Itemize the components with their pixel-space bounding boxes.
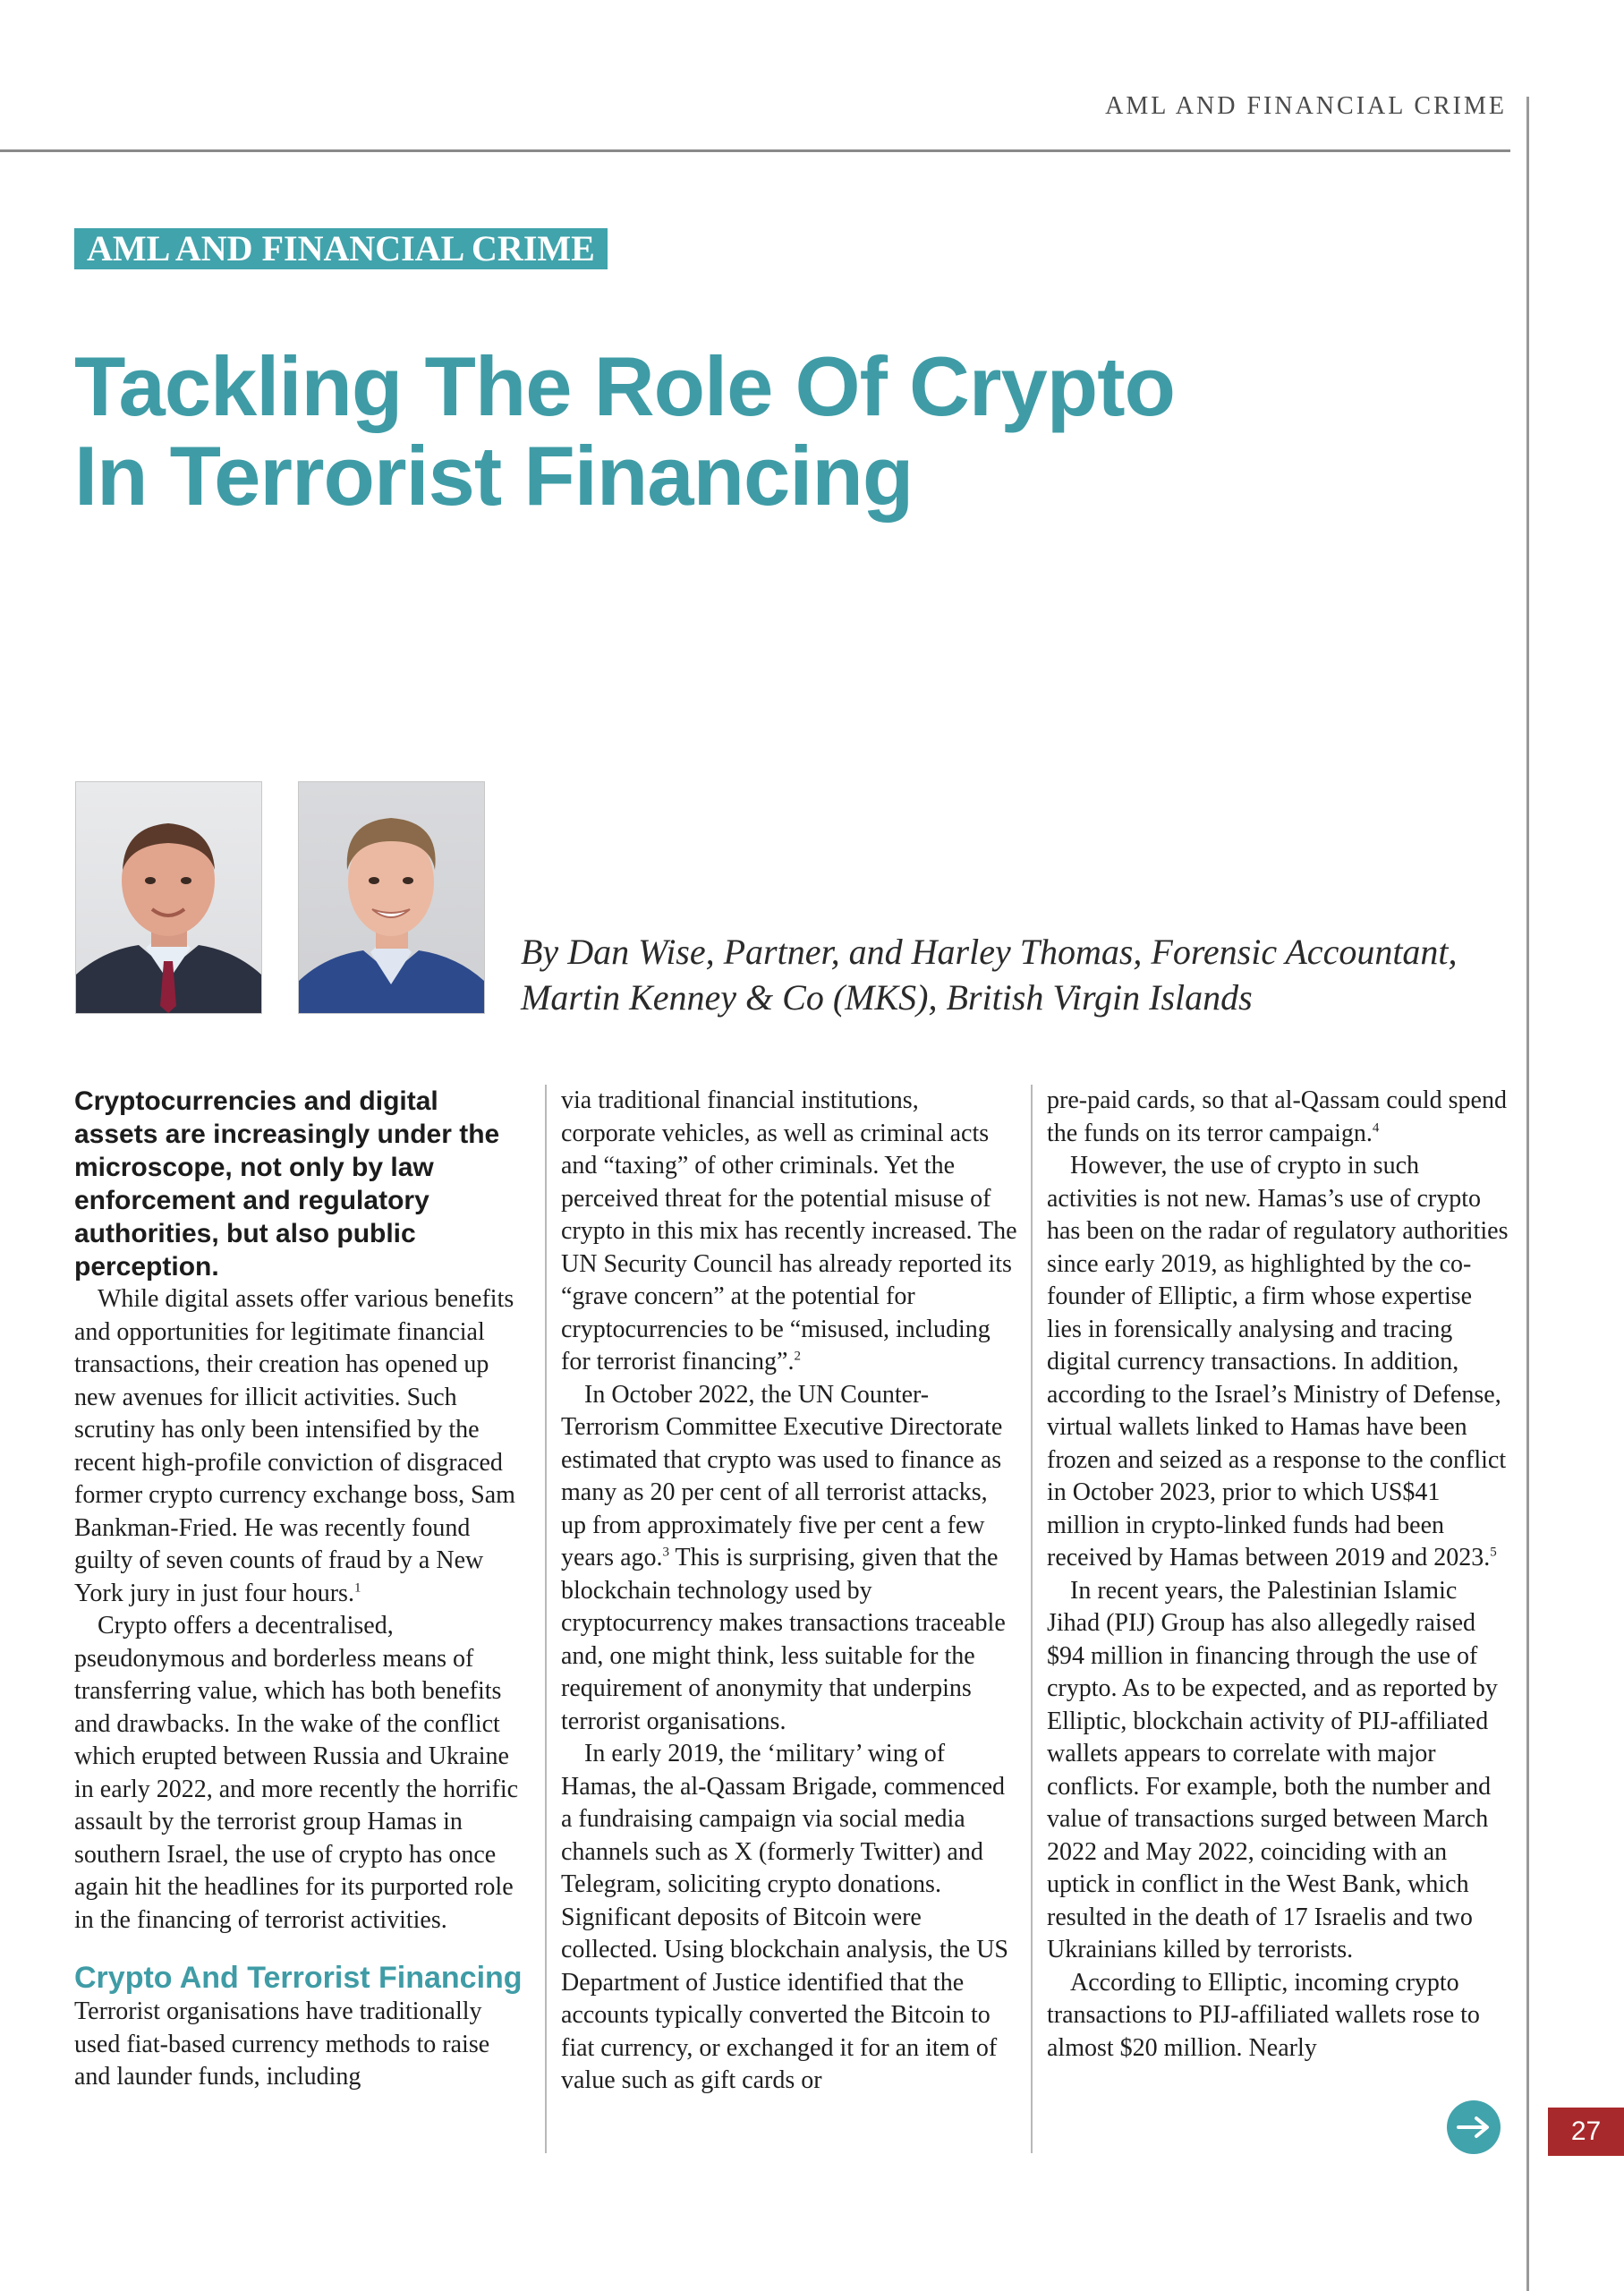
paragraph: Crypto offers a decentralised, pseudonymous and borderless means of transferring value, which has both benefits and drawbacks. In the wake of the conflict which erupted between Russia and Ukraine in early 2022, and more recently the horrific assault by the terrorist group Hamas in southern Israel, the use of crypto has once again hit the headlines for its purported role in the financing of terrorist activities.	[74, 1612, 519, 1934]
header-divider	[0, 149, 1510, 152]
footnote-ref: 4	[1372, 1120, 1380, 1136]
paragraph	[561, 1379, 1017, 1739]
article-column-2	[561, 1085, 1017, 2098]
title-line-2: In Terrorist Financing	[74, 429, 914, 523]
arrow-right-icon	[1457, 2116, 1491, 2139]
section-tag: AML AND FINANCIAL CRIME	[74, 228, 608, 269]
footnote-ref: 2	[794, 1349, 801, 1364]
page-number: 27	[1548, 2108, 1624, 2156]
paragraph	[1047, 1150, 1512, 1575]
footnote-ref: 5	[1490, 1545, 1497, 1560]
paragraph-text: pre-paid cards, so that al-Qassam could spend the funds on its terror campaign.	[1047, 1086, 1507, 1147]
title-line-1: Tackling The Role Of Crypto	[74, 339, 1175, 433]
subheading: Crypto And Terrorist Financing	[74, 1961, 523, 1995]
running-header: AML AND FINANCIAL CRIME	[1105, 92, 1507, 120]
footnote-ref: 3	[662, 1545, 670, 1560]
article-column-1	[74, 1085, 529, 2094]
paragraph-text: This is surprising, given that the blockchain technology used by cryptocurrency makes transactions traceable and, one might think, less suitable for the requirement of anonymity that underpins terrorist organisations.	[561, 1544, 1006, 1735]
paragraph	[1047, 1085, 1512, 1150]
lead-paragraph: Cryptocurrencies and digital assets are increasingly under the microscope, not only by law enforcement and regulatory authorities, but also public perception.	[74, 1086, 500, 1282]
author-photo-harley-thomas	[298, 781, 485, 1014]
column-divider	[545, 1085, 547, 2153]
paragraph: According to Elliptic, incoming crypto transactions to PIJ-affiliated wallets rose to almost $20 million. Nearly	[1047, 1968, 1480, 2062]
paragraph-text: However, the use of crypto in such activities is not new. Hamas’s use of crypto has been on the radar of regulatory authorities since early 2019, as highlighted by the co-founder of Elliptic, a firm whose expertise lies in forensically analysing and tracing digital currency transactions. In addition, according to the Israel’s Ministry of Defense, virtual wallets linked to Hamas have been frozen and seized as a response to the conflict in October 2023, prior to which US$41 million in crypto-linked funds had been received by Hamas between 2019 and 2023.	[1047, 1152, 1509, 1571]
byline	[521, 929, 1505, 1020]
paragraph	[74, 1283, 529, 1610]
paragraph: In early 2019, the ‘military’ wing of Hamas, the al-Qassam Brigade, commenced a fundraising campaign via social media channels such as X (formerly Twitter) and Telegram, soliciting crypto donations. Significant deposits of Bitcoin were collected. Using blockchain analysis, the US Department of Justice identified that the accounts typically converted the Bitcoin to fiat currency, or exchanged it for an item of value such as gift cards or	[561, 1740, 1008, 2094]
paragraph: Terrorist organisations have traditionally used fiat-based currency methods to raise and launder funds, including	[74, 1997, 490, 2091]
byline-line-2: Martin Kenney & Co (MKS), British Virgin Islands	[521, 977, 1253, 1018]
paragraph-text: via traditional financial institutions, corporate vehicles, as well as criminal acts and “taxing” of other criminals. Yet the perceived threat for the potential misuse of crypto in this mix has recently increased. The UN Security Council has already reported its “grave concern” at the potential for cryptocurrencies to be “misused, including for terrorist financing”.	[561, 1086, 1017, 1375]
paragraph: In recent years, the Palestinian Islamic Jihad (PIJ) Group has also allegedly raised $94 million in financing through the use of crypto. As to be expected, and as reported by Elliptic, blockchain activity of PIJ-affiliated wallets appears to correlate with major conflicts. For example, both the number and value of transactions surged between March 2022 and May 2022, coinciding with an uptick in conflict in the West Bank, which resulted in the death of 17 Israelis and two Ukrainians killed by terrorists.	[1047, 1576, 1498, 1963]
byline-line-1: By Dan Wise, Partner, and Harley Thomas, Forensic Accountant,	[521, 932, 1458, 972]
right-margin-rule	[1526, 97, 1529, 2291]
paragraph	[561, 1085, 1017, 1379]
paragraph-text: In October 2022, the UN Counter-Terrorism Committee Executive Directorate estimated that crypto was used to finance as many as 20 per cent of all terrorist attacks, up from approximately five per cent a few years ago.	[561, 1380, 1003, 1571]
footnote-ref: 1	[353, 1580, 361, 1596]
article-column-3	[1047, 1085, 1512, 2065]
column-divider	[1031, 1085, 1033, 2153]
next-page-button[interactable]	[1447, 2100, 1501, 2154]
paragraph-text: While digital assets offer various benefits and opportunities for legitimate financial transactions, their creation has opened up new avenues for illicit activities. Such scrutiny has only been intensified by the recent high-profile conviction of disgraced former crypto currency exchange boss, Sam Bankman-Fried. He was recently found guilty of seven counts of fraud by a New York jury in just four hours.	[74, 1285, 515, 1607]
author-photo-dan-wise	[75, 781, 262, 1014]
article-title	[74, 339, 1416, 523]
